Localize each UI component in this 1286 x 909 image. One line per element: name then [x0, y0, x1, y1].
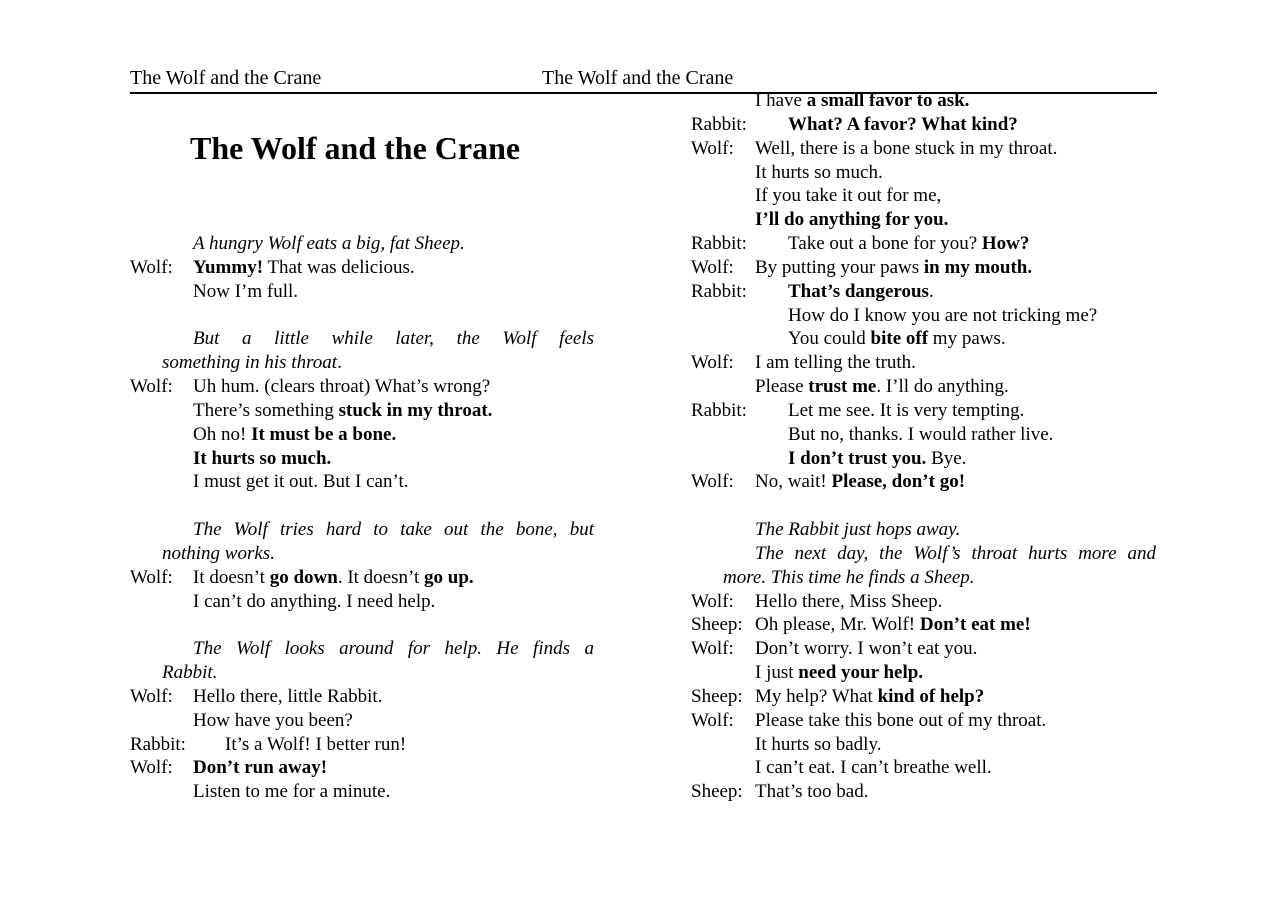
plain-text: Listen to me for a minute.	[193, 781, 391, 802]
dialogue-line	[691, 113, 1157, 137]
bold-text: It must be a bone.	[251, 424, 397, 445]
plain-text: Uh hum. (clears throat) What’s wrong?	[193, 376, 491, 397]
plain-text: Hello there, little Rabbit.	[193, 686, 383, 707]
plain-text: I can’t eat. I can’t breathe well.	[755, 757, 992, 778]
line-text	[755, 685, 984, 709]
line-text	[193, 590, 435, 614]
line-text	[755, 208, 948, 232]
narration-line	[691, 542, 1157, 566]
line-text	[755, 590, 942, 614]
line-text	[193, 375, 490, 399]
plain-text: There’s something	[193, 400, 339, 421]
narration-line	[691, 89, 1157, 113]
line-text	[755, 518, 960, 542]
plain-text: It’s a Wolf! I better run!	[225, 734, 407, 755]
speaker-label: Wolf:	[130, 757, 173, 778]
plain-text: My help? What	[755, 686, 878, 707]
plain-text: But no, thanks. I would rather live.	[788, 424, 1054, 445]
bold-text: stuck in my throat.	[338, 400, 493, 421]
narration-line	[691, 304, 1157, 328]
bold-text: Don’t run away!	[193, 757, 328, 778]
narration-line	[691, 184, 1157, 208]
dialogue-line	[691, 590, 1157, 614]
narration-line	[691, 208, 1157, 232]
speaker-label: Wolf:	[691, 257, 734, 278]
plain-text: my paws.	[928, 328, 1006, 349]
plain-text: I have	[755, 90, 807, 111]
plain-text: .	[928, 281, 934, 302]
italic-text: The Wolf looks around for help. He finds a	[193, 638, 594, 659]
plain-text: Please take this bone out of my throat.	[755, 710, 1047, 731]
plain-text: That’s too bad.	[755, 781, 869, 802]
plain-text: Well, there is a bone stuck in my throat.	[755, 138, 1058, 159]
narration-line	[691, 756, 1157, 780]
bold-text: kind of help?	[877, 686, 985, 707]
narration-line	[691, 375, 1157, 399]
line-text	[193, 470, 409, 494]
speaker-label: Wolf:	[691, 638, 734, 659]
line-text	[162, 542, 275, 566]
speaker-label: Rabbit:	[691, 400, 747, 421]
dialogue-line	[691, 470, 1157, 494]
line-text	[193, 423, 396, 447]
narration-line	[691, 661, 1157, 685]
dialogue-line	[691, 351, 1157, 375]
running-header-left: The Wolf and the Crane	[130, 67, 322, 89]
bold-text: Don’t eat me!	[919, 614, 1031, 635]
line-text	[755, 256, 1032, 280]
plain-text: I must get it out. But I can’t.	[193, 471, 409, 492]
line-text	[788, 280, 934, 304]
dialogue-line	[691, 613, 1157, 637]
plain-text: I just	[755, 662, 799, 683]
bold-text: go up.	[424, 567, 474, 588]
plain-text: It hurts so badly.	[755, 734, 882, 755]
line-text	[755, 89, 969, 113]
line-text	[162, 351, 342, 375]
plain-text: Bye.	[926, 448, 967, 469]
line-text	[193, 685, 382, 709]
plain-text: Oh no!	[193, 424, 252, 445]
line-text	[755, 613, 1031, 637]
line-text	[193, 780, 390, 804]
line-text	[193, 280, 298, 304]
speaker-label: Wolf:	[130, 376, 173, 397]
line-text	[788, 423, 1053, 447]
line-text	[755, 137, 1057, 161]
plain-text: .	[337, 352, 342, 373]
bold-text: in my mouth.	[923, 257, 1033, 278]
italic-text: The Wolf tries hard to take out the bone, but	[193, 519, 594, 540]
dialogue-line	[691, 685, 1157, 709]
plain-text: It hurts so much.	[755, 162, 883, 183]
dialogue-line	[691, 709, 1157, 733]
speaker-label: Sheep:	[691, 781, 743, 802]
line-text	[755, 709, 1046, 733]
plain-text: By putting your paws	[755, 257, 924, 278]
line-text	[193, 232, 465, 256]
line-text	[755, 542, 1156, 566]
speaker-label: Wolf:	[130, 686, 173, 707]
narration-line	[691, 423, 1157, 447]
plain-text: I am telling the truth.	[755, 352, 916, 373]
speaker-label: Sheep:	[691, 614, 743, 635]
plain-text: Don’t worry. I won’t eat you.	[755, 638, 978, 659]
line-text	[788, 304, 1097, 328]
line-text	[788, 399, 1024, 423]
italic-text: The Rabbit just hops away.	[755, 519, 961, 540]
line-text	[193, 518, 594, 542]
story-title: The Wolf and the Crane	[190, 130, 521, 166]
line-text	[193, 256, 415, 280]
line-text	[788, 113, 1018, 137]
line-text	[755, 733, 881, 757]
line-text	[162, 661, 217, 685]
speaker-label: Wolf:	[130, 567, 173, 588]
italic-text: The next day, the Wolf’s throat hurts more and	[755, 543, 1156, 564]
plain-text: Take out a bone for you?	[788, 233, 982, 254]
plain-text: No, wait!	[755, 471, 832, 492]
bold-text: go down	[269, 567, 338, 588]
speaker-label: Wolf:	[691, 591, 734, 612]
plain-text: You could	[788, 328, 871, 349]
line-text	[755, 184, 941, 208]
speaker-label: Wolf:	[691, 352, 734, 373]
italic-text: something in his throat	[162, 352, 338, 373]
bold-text: Yummy!	[193, 257, 264, 278]
narration-line	[691, 733, 1157, 757]
bold-text: How?	[981, 233, 1030, 254]
line-text	[193, 447, 331, 471]
dialogue-line	[691, 232, 1157, 256]
bold-text: bite off	[870, 328, 929, 349]
speaker-label: Rabbit:	[691, 281, 747, 302]
line-text	[788, 232, 1029, 256]
line-text	[193, 399, 492, 423]
line-text	[755, 375, 1009, 399]
plain-text: Oh please, Mr. Wolf!	[755, 614, 920, 635]
plain-text: I can’t do anything. I need help.	[193, 591, 436, 612]
bold-text: a small favor to ask.	[806, 90, 970, 111]
plain-text: If you take it out for me,	[755, 185, 942, 206]
italic-text: nothing works.	[162, 543, 275, 564]
dialogue-line	[691, 137, 1157, 161]
narration-line	[691, 161, 1157, 185]
bold-text: I don’t trust you.	[788, 448, 927, 469]
bold-text: need your help.	[798, 662, 924, 683]
line-text	[755, 351, 916, 375]
plain-text: That was delicious.	[263, 257, 415, 278]
speaker-label: Wolf:	[691, 471, 734, 492]
dialogue-line	[691, 780, 1157, 804]
bold-text: That’s dangerous	[788, 281, 929, 302]
bold-text: What? A favor? What kind?	[788, 114, 1018, 135]
speaker-label: Rabbit:	[691, 233, 747, 254]
speaker-label: Wolf:	[130, 257, 173, 278]
line-text	[755, 780, 868, 804]
line-text	[788, 327, 1006, 351]
dialogue-line	[691, 399, 1157, 423]
plain-text: . It doesn’t	[337, 567, 425, 588]
line-text	[193, 327, 594, 351]
bold-text: trust me	[808, 376, 877, 397]
plain-text: It doesn’t	[193, 567, 270, 588]
speaker-label: Rabbit:	[691, 114, 747, 135]
plain-text: How have you been?	[193, 710, 353, 731]
line-text	[755, 637, 977, 661]
running-header-right: The Wolf and the Crane	[542, 67, 734, 89]
dialogue-line	[691, 637, 1157, 661]
line-text	[788, 447, 966, 471]
narration-line	[691, 518, 1157, 542]
line-text	[193, 709, 353, 733]
plain-text: Please	[755, 376, 809, 397]
speaker-label: Sheep:	[691, 686, 743, 707]
italic-text: Rabbit.	[162, 662, 218, 683]
line-text	[193, 756, 327, 780]
line-text	[755, 470, 965, 494]
line-text	[225, 733, 406, 757]
bold-text: Please, don’t go!	[831, 471, 966, 492]
plain-text: Now I’m full.	[193, 281, 299, 302]
plain-text: . I’ll do anything.	[876, 376, 1009, 397]
line-text	[755, 661, 923, 685]
line-text	[723, 566, 975, 590]
line-text	[193, 637, 594, 661]
speaker-label: Wolf:	[691, 138, 734, 159]
line-text	[755, 161, 883, 185]
speaker-label: Rabbit:	[130, 734, 186, 755]
plain-text: Let me see. It is very tempting.	[788, 400, 1025, 421]
dialogue-line	[691, 256, 1157, 280]
line-text	[193, 566, 474, 590]
italic-text: A hungry Wolf eats a big, fat Sheep.	[193, 233, 465, 254]
narration-line	[691, 327, 1157, 351]
narration-line	[691, 566, 1157, 590]
plain-text: Hello there, Miss Sheep.	[755, 591, 943, 612]
bold-text: It hurts so much.	[193, 448, 332, 469]
bold-text: I’ll do anything for you.	[755, 209, 949, 230]
italic-text: But a little while later, the Wolf feels	[193, 328, 594, 349]
line-text	[755, 756, 992, 780]
italic-text: more. This time he finds a Sheep.	[723, 567, 975, 588]
speaker-label: Wolf:	[691, 710, 734, 731]
dialogue-line	[691, 280, 1157, 304]
plain-text: How do I know you are not tricking me?	[788, 305, 1098, 326]
narration-line	[691, 447, 1157, 471]
